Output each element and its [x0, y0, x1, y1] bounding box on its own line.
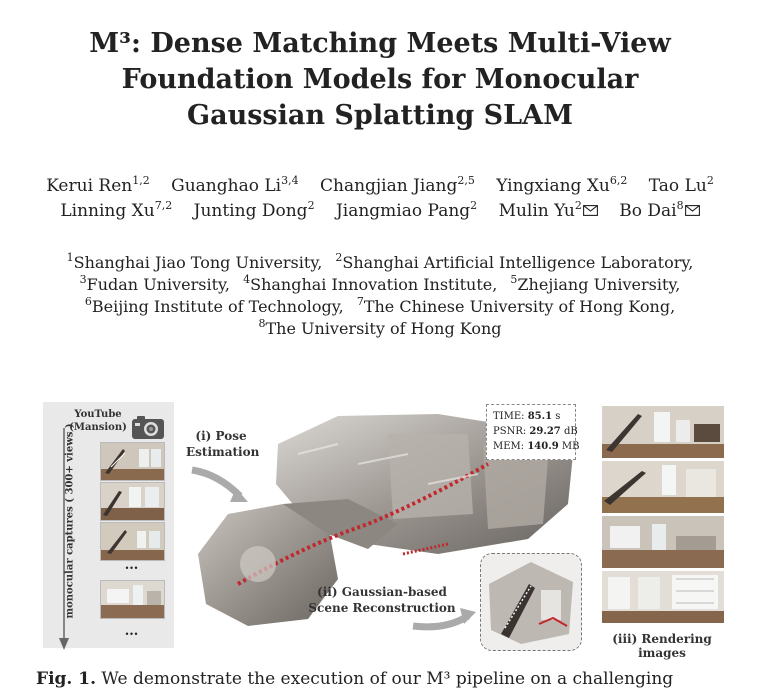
author: Linning Xu$^{7,2}$ [60, 199, 173, 221]
affiliation: $^7$The Chinese University of Hong Kong, [356, 295, 676, 316]
ellipsis: ... [124, 624, 139, 639]
title-line-2: Foundation Models for Monocular [121, 64, 639, 95]
title-line-3: Gaussian Splatting SLAM [187, 100, 573, 131]
author: Changjian Jiang$^{2,5}$ [319, 174, 475, 196]
mail-icon[interactable] [583, 205, 598, 216]
rendering-images-label: (iii) Rendering images [612, 632, 712, 660]
author-list [0, 174, 760, 224]
affiliation: $^3$Fudan University, [79, 273, 231, 294]
affiliation-row [0, 318, 760, 340]
author: Junting Dong$^2$ [193, 199, 315, 221]
paper-title [0, 26, 760, 134]
affiliation: $^4$Shanghai Innovation Institute, [243, 273, 498, 294]
author: Tao Lu$^2$ [648, 174, 714, 196]
capture-thumbnail [100, 522, 165, 561]
title-line-1: M³: Dense Matching Meets Multi-View [89, 28, 671, 59]
input-captures-panel [43, 402, 174, 648]
author-row-1 [0, 174, 760, 199]
author-row-2 [0, 199, 760, 224]
rendered-image [602, 516, 724, 568]
author: Bo Dai$^8$ [619, 201, 699, 221]
author: Kerui Ren$^{1,2}$ [46, 174, 150, 196]
capture-thumbnail [100, 482, 165, 521]
rendered-image [602, 406, 724, 458]
affiliation-row [0, 274, 760, 296]
figure-caption: Fig. 1. We demonstrate the execution of our M³ pipeline on a challenging [36, 669, 674, 689]
stat-time: TIME: 85.1 s [493, 411, 561, 422]
affiliation: $^6$Beijing Institute of Technology, [84, 295, 344, 316]
author: Mulin Yu$^2$ [499, 201, 598, 221]
rendered-image [602, 571, 724, 623]
affiliation: $^1$Shanghai Jiao Tong University, [66, 251, 323, 272]
stats-box [486, 404, 580, 460]
ellipsis: ... [124, 558, 139, 573]
rendered-image [602, 461, 724, 513]
zoom-inset [480, 553, 582, 651]
affiliation-row [0, 252, 760, 274]
affiliation-list [0, 252, 760, 340]
camera-icon [131, 414, 165, 440]
affiliation: $^2$Shanghai Artificial Intelligence Laboratory, [335, 251, 694, 272]
stat-mem: MEM: 140.9 MB [493, 441, 580, 452]
author: Guanghao Li$^{3,4}$ [171, 174, 299, 196]
author: Jiangmiao Pang$^2$ [335, 199, 478, 221]
affiliation: $^5$Zhejiang University, [510, 273, 681, 294]
affiliation-row [0, 296, 760, 318]
source-label: YouTube (Mansion) [69, 409, 127, 433]
gaussian-reconstruction-label: (ii) Gaussian-based Scene Reconstruction [308, 585, 456, 615]
stat-psnr: PSNR: 29.27 dB [493, 426, 578, 437]
captures-label: monocular captures ( 300+ views ) [64, 423, 76, 619]
author: Yingxiang Xu$^{6,2}$ [496, 174, 628, 196]
pose-estimation-label: (i) Pose Estimation [186, 429, 260, 459]
affiliation: $^8$The University of Hong Kong [258, 317, 502, 338]
capture-thumbnail [100, 580, 165, 619]
mail-icon[interactable] [685, 205, 700, 216]
teaser-figure [0, 396, 760, 658]
capture-thumbnail [100, 442, 165, 481]
